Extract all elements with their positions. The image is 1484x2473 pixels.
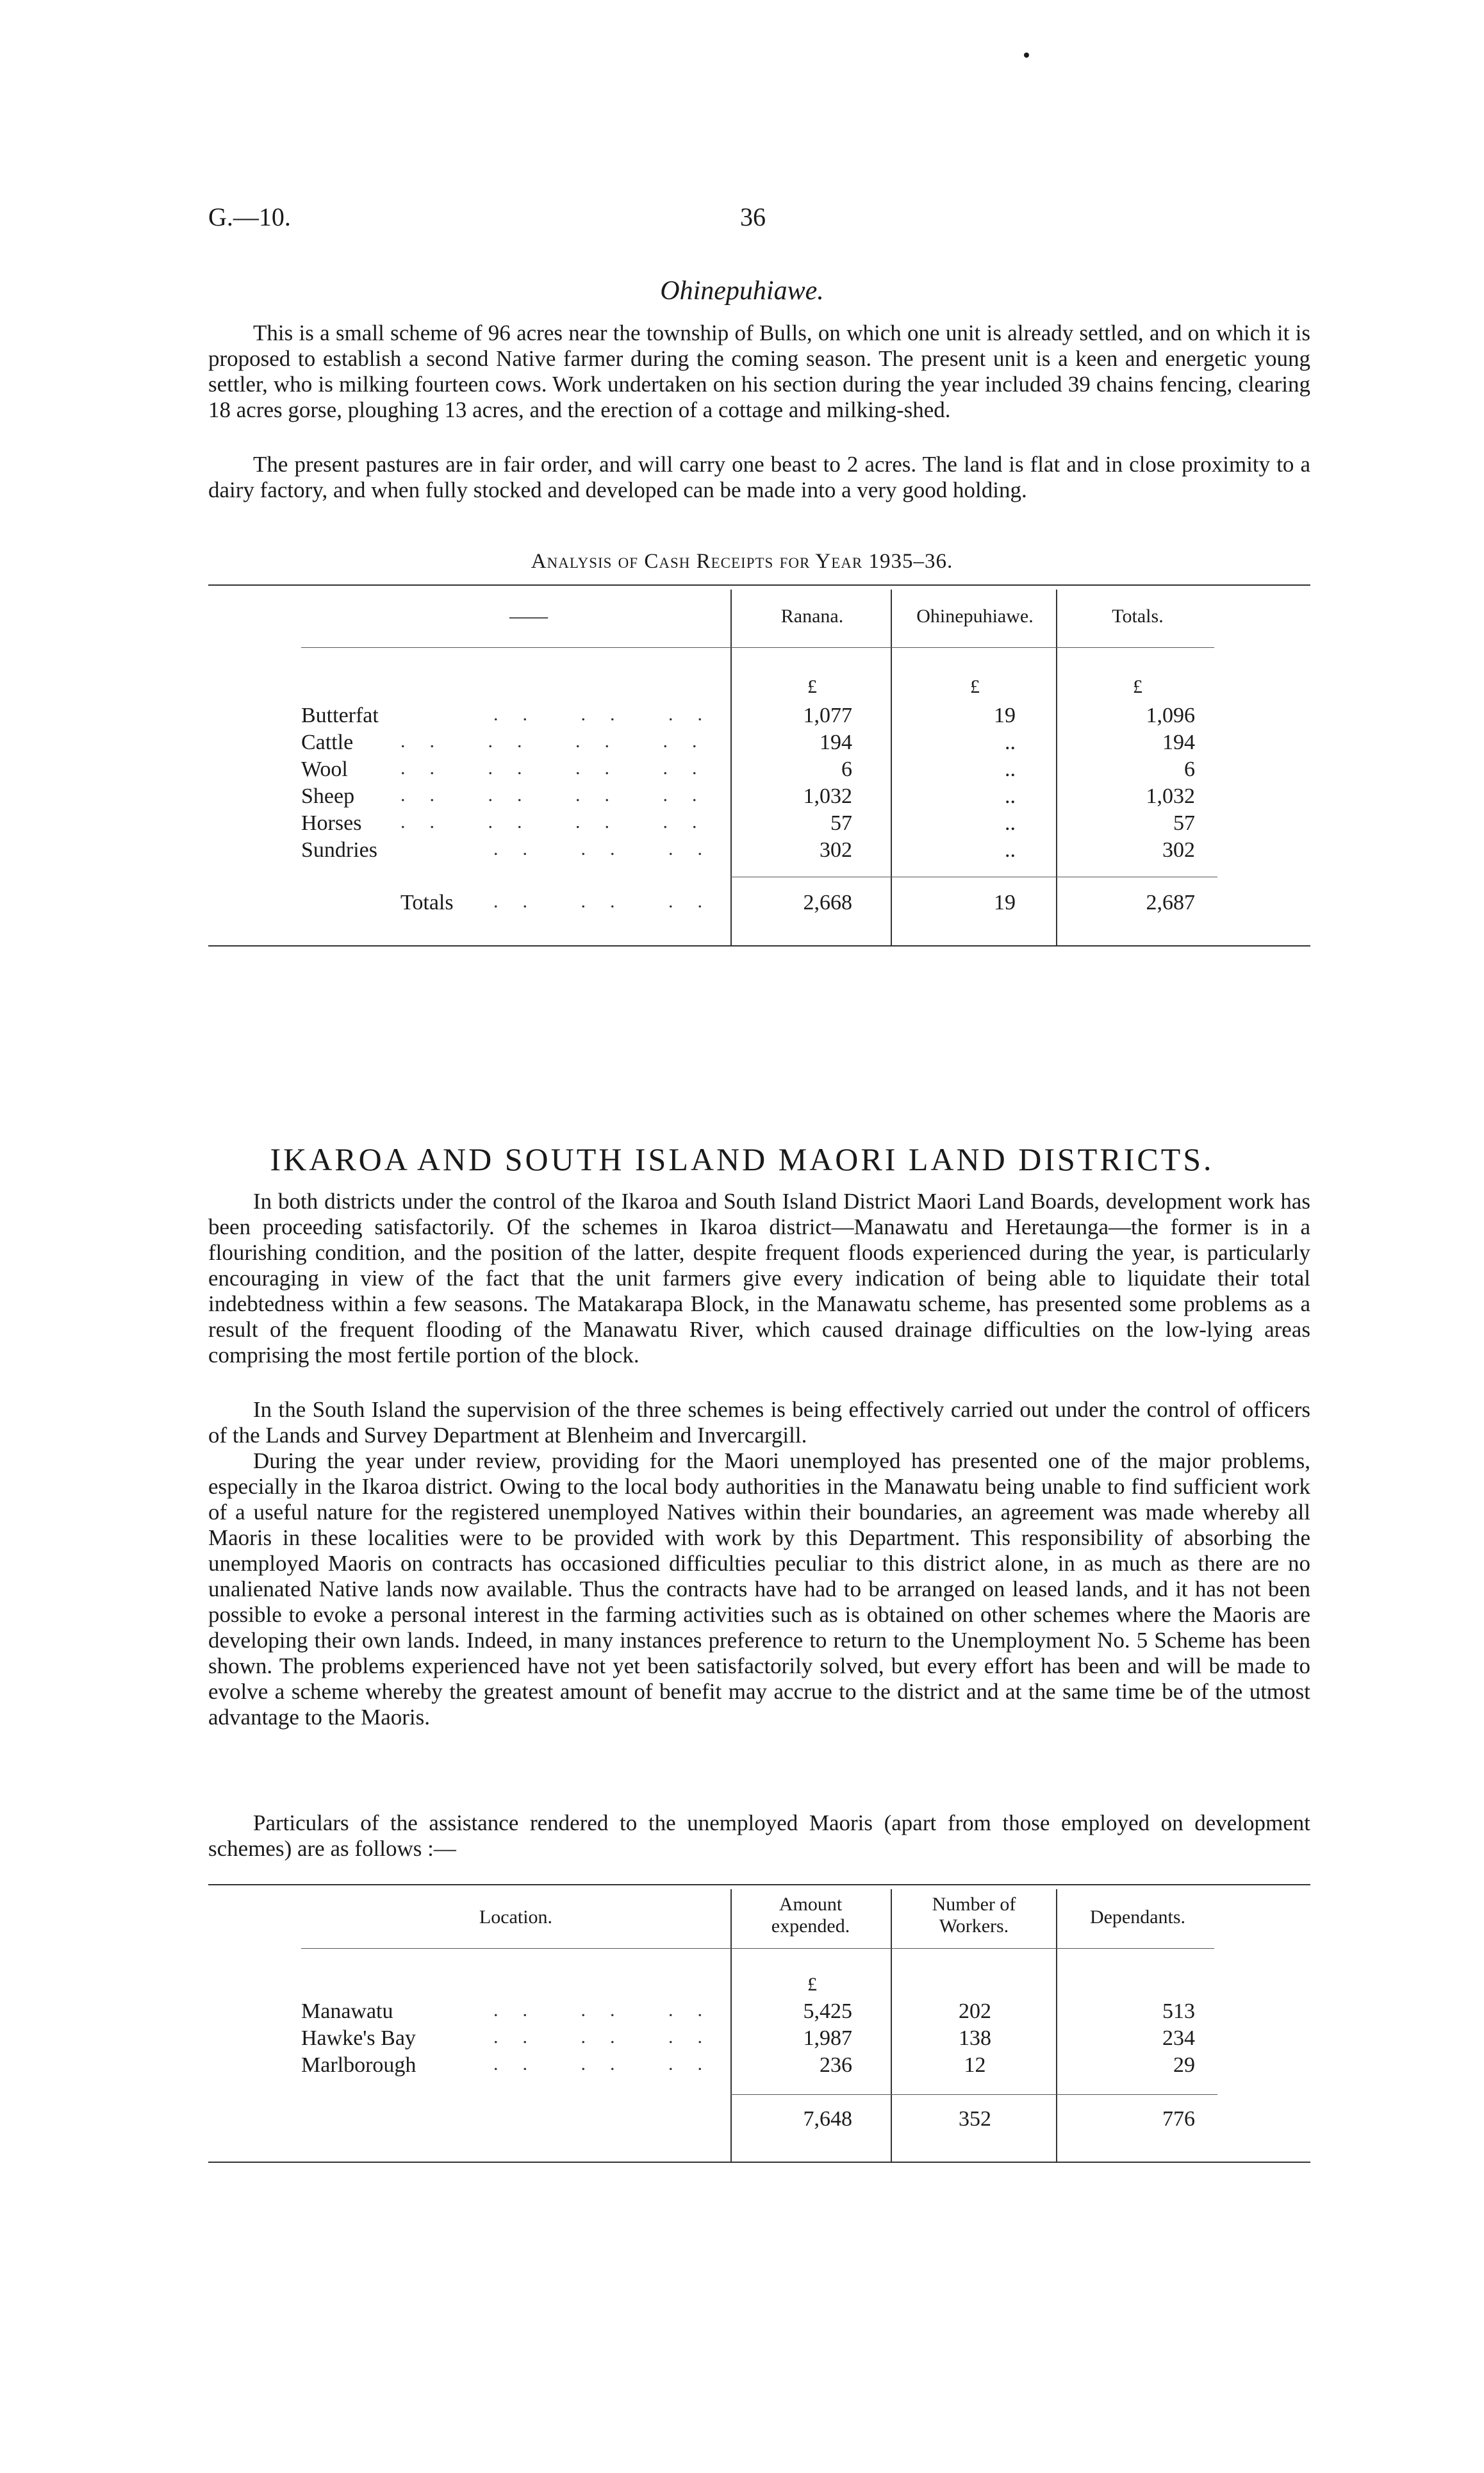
cell-ranana: 1,077: [803, 704, 852, 727]
cell-ohinepuhiawe: ..: [1005, 731, 1016, 754]
column-header: Number of Workers.: [932, 1894, 1016, 1937]
table-rule: [208, 1884, 1310, 1885]
dot-leader: .. .. ..: [493, 1999, 727, 2021]
column-header: ——: [509, 606, 548, 627]
total-ohinepuhiawe: 19: [994, 891, 1016, 914]
paragraph: Particulars of the assistance rendered to the unemployed Maoris (apart from those employed on development schemes) are as follows :—: [208, 1810, 1310, 1861]
location-name: Hawke's Bay: [301, 2026, 416, 2050]
cell-totals: 194: [1162, 731, 1195, 754]
page-number: 36: [740, 203, 766, 231]
row-label: Sheep: [301, 784, 355, 808]
table-rule: [208, 2162, 1310, 2163]
cell-ranana: 1,032: [803, 784, 852, 808]
dot-leader: .. .. ..: [493, 891, 727, 912]
row-label: Sundries: [301, 838, 377, 862]
total-workers: 352: [959, 2107, 991, 2131]
cell-ohinepuhiawe: ..: [1005, 838, 1016, 862]
column-header: Ohinepuhiawe.: [916, 606, 1034, 627]
header-rule: [301, 647, 1214, 648]
total-dependants: 776: [1162, 2107, 1195, 2131]
cell-amount: 1,987: [803, 2026, 852, 2050]
cell-workers: 138: [959, 2026, 991, 2050]
table-row: [301, 784, 1217, 811]
table-row: [301, 811, 1217, 838]
total-label: Totals: [400, 891, 454, 914]
table-row: [301, 704, 1217, 731]
cell-ohinepuhiawe: ..: [1005, 757, 1016, 781]
table-row: [301, 731, 1217, 757]
cell-ranana: 57: [830, 811, 852, 835]
dot-leader: .. .. .. ..: [400, 811, 721, 832]
cell-ohinepuhiawe: ..: [1005, 784, 1016, 808]
section-title-ikaroa: IKAROA AND SOUTH ISLAND MAORI LAND DISTRICTS.: [270, 1141, 1214, 1177]
cell-ohinepuhiawe: ..: [1005, 811, 1016, 835]
section-title-ohinepuhiawe: Ohinepuhiawe.: [660, 276, 824, 306]
total-row: [301, 891, 1217, 918]
table-caption: Analysis of Cash Receipts for Year 1935–36.: [531, 550, 953, 573]
total-totals: 2,687: [1146, 891, 1195, 914]
cell-amount: 236: [820, 2053, 852, 2077]
currency-symbol: £: [970, 676, 980, 697]
currency-symbol: £: [807, 676, 817, 697]
table-row: [301, 1999, 1217, 2026]
cell-totals: 1,096: [1146, 704, 1195, 727]
dot-leader: .. .. ..: [493, 704, 727, 725]
column-header: Amount expended.: [771, 1894, 850, 1937]
column-header: Location.: [479, 1906, 553, 1928]
column-header: Dependants.: [1089, 1906, 1186, 1928]
cell-ranana: 194: [820, 731, 852, 754]
cell-workers: 202: [959, 1999, 991, 2023]
paragraph: This is a small scheme of 96 acres near the township of Bulls, on which one unit is already settled, and on which it is proposed to establish a second Native farmer during the coming season. The present unit is a keen and energetic young settler, who is milking fourteen cows. Work undertaken on his section during the year included 39 chains fencing, clearing 18 acres gorse, ploughing 13 acres, and the erection of a cottage and milking-shed.: [208, 320, 1310, 422]
cell-workers: 12: [964, 2053, 986, 2077]
row-label: Butterfat: [301, 704, 379, 727]
dot-leader: .. .. .. ..: [400, 784, 721, 806]
cell-dependants: 513: [1162, 1999, 1195, 2023]
ink-mark: [1024, 53, 1029, 58]
cell-amount: 5,425: [803, 1999, 852, 2023]
cell-dependants: 29: [1173, 2053, 1195, 2077]
dot-leader: .. .. ..: [493, 2053, 727, 2074]
dot-leader: .. .. .. ..: [400, 757, 721, 779]
row-label: Cattle: [301, 731, 354, 754]
table-rule: [208, 584, 1310, 586]
total-rule: [730, 2094, 1217, 2095]
cell-totals: 1,032: [1146, 784, 1195, 808]
currency-symbol: £: [807, 1974, 817, 1995]
cell-totals: 302: [1162, 838, 1195, 862]
total-ranana: 2,668: [803, 891, 852, 914]
header-rule: [301, 1948, 1214, 1949]
paragraph: The present pastures are in fair order, and will carry one beast to 2 acres. The land is flat and in close proximity to a dairy factory, and when fully stocked and developed can be made into a very good holding.: [208, 452, 1310, 502]
cell-totals: 57: [1173, 811, 1195, 835]
cell-ohinepuhiawe: 19: [994, 704, 1016, 727]
paragraph: In both districts under the control of the Ikaroa and South Island District Maori Land Boards, development work has been proceeding satisfactorily. Of the schemes in Ikaroa district—Manawatu and Heretaunga—the former is in a flourishing condition, and the position of the latter, despite frequent floods experienced during the year, is particularly encouraging in view of the fact that the unit farmers give every indication of being able to liquidate their total indebtedness within a few seasons. The Matakarapa Block, in the Manawatu scheme, has presented some problems as a result of the frequent flooding of the Manawatu River, which caused drainage difficulties on the low-lying areas comprising the most fertile portion of the block.: [208, 1189, 1310, 1368]
paragraph: During the year under review, providing for the Maori unemployed has presented one of the major problems, especially in the Ikaroa district. Owing to the local body authorities in the Manawatu being unable to find sufficient work of a useful nature for the registered unemployed Natives within their boundaries, an agreement was made whereby all Maoris in these localities were to be provided with work by this Department. This responsibility of absorbing the unemployed Maoris on contracts has occasioned difficulties peculiar to this district alone, in as much as there are no unalienated Native lands now available. Thus the contracts have had to be arranged on leased lands, and it has not been possible to evoke a personal interest in the farming activities such as is obtained on other schemes where the Maoris are developing their own lands. Indeed, in many instances preference to return to the Unemployment No. 5 Scheme has been shown. The problems experienced have not yet been satisfactorily solved, but every effort has been and will be made to evolve a scheme whereby the greatest amount of benefit may accrue to the district and at the same time be of the utmost advantage to the Maoris.: [208, 1448, 1310, 1730]
cell-ranana: 6: [841, 757, 852, 781]
dot-leader: .. .. ..: [493, 838, 727, 859]
document-reference: G.—10.: [208, 203, 291, 231]
row-label: Wool: [301, 757, 348, 781]
table-row: [301, 2026, 1217, 2053]
table-row: [301, 838, 1217, 865]
table-rule: [208, 945, 1310, 947]
location-name: Manawatu: [301, 1999, 393, 2023]
table-row: [301, 757, 1217, 784]
currency-symbol: £: [1133, 676, 1142, 697]
column-header: Ranana.: [780, 606, 844, 627]
dot-leader: .. .. .. ..: [400, 731, 721, 752]
paragraph: In the South Island the supervision of the three schemes is being effectively carried out under the control of officers of the Lands and Survey Department at Blenheim and Invercargill.: [208, 1397, 1310, 1448]
table-row: [301, 2053, 1217, 2080]
total-amount: 7,648: [803, 2107, 852, 2131]
cell-totals: 6: [1184, 757, 1195, 781]
row-label: Horses: [301, 811, 362, 835]
total-row: [301, 2107, 1217, 2134]
column-header: Totals.: [1112, 606, 1164, 627]
cell-ranana: 302: [820, 838, 852, 862]
location-name: Marlborough: [301, 2053, 416, 2077]
dot-leader: .. .. ..: [493, 2026, 727, 2047]
cell-dependants: 234: [1162, 2026, 1195, 2050]
